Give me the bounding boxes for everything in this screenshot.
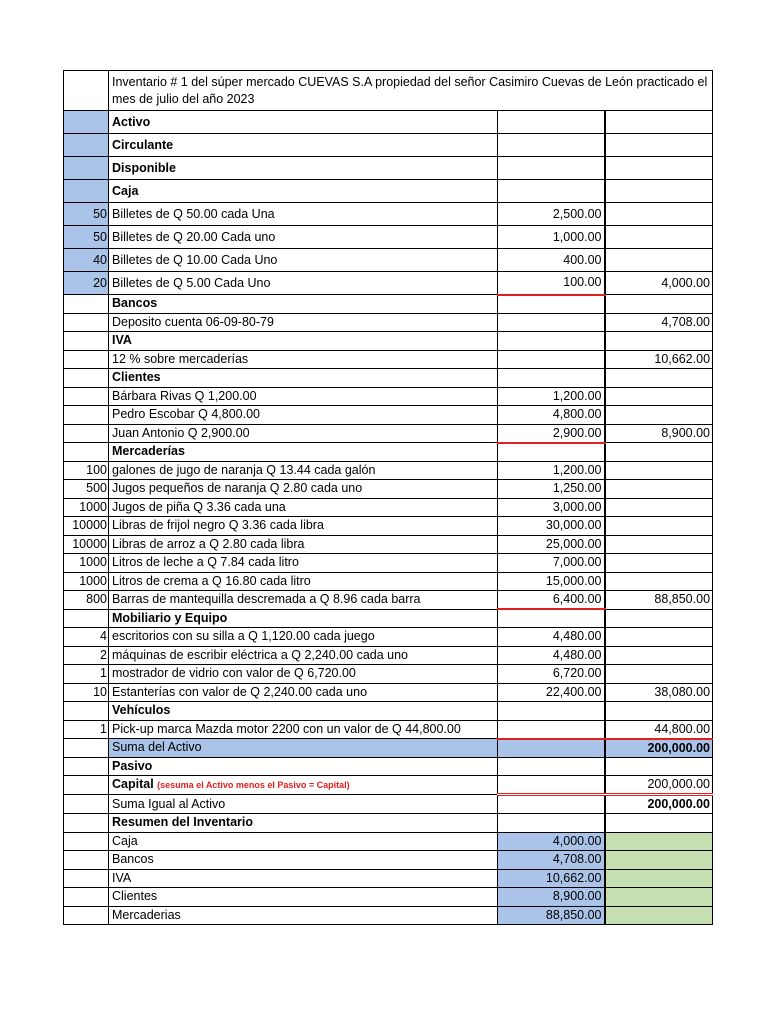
description-cell[interactable] <box>109 554 498 573</box>
total-amount-cell[interactable] <box>605 180 713 203</box>
total-amount-cell[interactable] <box>605 443 713 462</box>
description-cell[interactable] <box>109 535 498 554</box>
total-amount-cell[interactable]: 200,000.00 <box>605 795 713 814</box>
sheet-title: Inventario # 1 del súper mercado CUEVAS S.A propiedad del señor Casimiro Cuevas de León practicado el mes de julio del año 2023 <box>109 71 713 111</box>
total-amount-cell[interactable] <box>605 814 713 833</box>
description-text: Disponible <box>112 160 176 175</box>
description-cell[interactable] <box>109 134 498 157</box>
detail-amount-cell[interactable] <box>498 111 605 134</box>
total-amount-cell[interactable]: 10,662.00 <box>605 350 713 369</box>
description-text: Jugos pequeños de naranja Q 2.80 cada uno <box>112 481 363 496</box>
table-row <box>64 702 713 721</box>
total-amount-cell[interactable] <box>605 888 713 907</box>
detail-amount-cell[interactable] <box>498 702 605 721</box>
total-amount-cell[interactable] <box>605 609 713 628</box>
description-text: IVA <box>112 333 132 348</box>
description-cell[interactable] <box>109 572 498 591</box>
table-row <box>64 683 713 702</box>
description-text: Billetes de Q 5.00 Cada Uno <box>112 275 271 290</box>
description-text: Suma Igual al Activo <box>112 796 226 811</box>
total-amount-cell[interactable] <box>605 480 713 499</box>
description-cell[interactable] <box>109 443 498 462</box>
detail-amount-cell[interactable]: 4,800.00 <box>498 406 605 425</box>
total-amount-cell[interactable] <box>605 498 713 517</box>
table-row <box>64 814 713 833</box>
detail-amount-cell[interactable] <box>498 180 605 203</box>
description-cell[interactable] <box>109 424 498 443</box>
detail-amount-cell[interactable] <box>498 443 605 462</box>
total-amount-cell[interactable]: 200,000.00 <box>605 739 713 758</box>
description-text: galones de jugo de naranja Q 13.44 cada galón <box>112 462 376 477</box>
description-cell[interactable] <box>109 387 498 406</box>
description-cell[interactable] <box>109 480 498 499</box>
description-cell[interactable] <box>109 332 498 351</box>
description-text: Capital <box>112 777 154 791</box>
description-cell[interactable] <box>109 814 498 833</box>
description-cell[interactable] <box>109 869 498 888</box>
table-row <box>64 517 713 536</box>
total-amount-cell[interactable] <box>605 851 713 870</box>
title-qty-cell <box>64 71 109 111</box>
detail-amount-cell[interactable]: 1,000.00 <box>498 226 605 249</box>
table-row <box>64 776 713 795</box>
detail-amount-cell[interactable]: 25,000.00 <box>498 535 605 554</box>
description-text: escritorios con su silla a Q 1,120.00 cada juego <box>112 629 375 644</box>
total-amount-cell[interactable] <box>605 203 713 226</box>
description-cell[interactable] <box>109 350 498 369</box>
quantity-cell[interactable] <box>64 387 109 406</box>
quantity-cell[interactable]: 500 <box>64 480 109 499</box>
table-row <box>64 424 713 443</box>
quantity-cell[interactable] <box>64 406 109 425</box>
description-cell[interactable] <box>109 720 498 739</box>
sheet-body <box>64 71 713 925</box>
description-text: Billetes de Q 20.00 Cada uno <box>112 229 276 244</box>
detail-amount-cell[interactable]: 100.00 <box>498 272 605 295</box>
description-cell[interactable] <box>109 906 498 925</box>
description-text: Bancos <box>112 296 158 311</box>
description-text: Resumen del Inventario <box>112 815 254 830</box>
quantity-cell[interactable]: 1000 <box>64 498 109 517</box>
quantity-cell[interactable] <box>64 814 109 833</box>
quantity-cell[interactable] <box>64 832 109 851</box>
total-amount-cell[interactable] <box>605 869 713 888</box>
description-cell[interactable] <box>109 795 498 814</box>
table-row <box>64 111 713 134</box>
description-cell[interactable] <box>109 498 498 517</box>
quantity-cell[interactable] <box>64 906 109 925</box>
detail-amount-cell[interactable]: 30,000.00 <box>498 517 605 536</box>
table-row <box>64 591 713 610</box>
detail-amount-cell[interactable]: 6,400.00 <box>498 591 605 610</box>
description-cell[interactable] <box>109 757 498 776</box>
table-row <box>64 665 713 684</box>
total-amount-cell[interactable] <box>605 535 713 554</box>
description-text: Estanterías con valor de Q 2,240.00 cada uno <box>112 684 368 699</box>
table-row <box>64 832 713 851</box>
quantity-cell[interactable]: 10000 <box>64 517 109 536</box>
detail-amount-cell[interactable] <box>498 157 605 180</box>
total-amount-cell[interactable] <box>605 757 713 776</box>
quantity-cell[interactable] <box>64 424 109 443</box>
quantity-cell[interactable]: 10 <box>64 683 109 702</box>
quantity-cell[interactable] <box>64 443 109 462</box>
table-row <box>64 134 713 157</box>
table-row <box>64 157 713 180</box>
description-text: Billetes de Q 10.00 Cada Uno <box>112 252 278 267</box>
description-text: Mercaderías <box>112 444 185 459</box>
description-cell[interactable] <box>109 369 498 388</box>
quantity-cell[interactable] <box>64 180 109 203</box>
quantity-cell[interactable] <box>64 295 109 314</box>
description-text: Suma del Activo <box>112 740 202 755</box>
table-row <box>64 332 713 351</box>
description-text: Libras de frijol negro Q 3.36 cada libra <box>112 518 324 533</box>
description-cell[interactable] <box>109 517 498 536</box>
detail-amount-cell[interactable]: 4,000.00 <box>498 832 605 851</box>
description-cell[interactable] <box>109 249 498 272</box>
description-text: Juan Antonio Q 2,900.00 <box>112 425 250 440</box>
quantity-cell[interactable]: 1 <box>64 665 109 684</box>
description-cell[interactable] <box>109 111 498 134</box>
total-amount-cell[interactable] <box>605 369 713 388</box>
description-text: máquinas de escribir eléctrica a Q 2,240.00 cada uno <box>112 647 409 662</box>
description-text: 12 % sobre mercaderías <box>112 351 249 366</box>
description-cell[interactable] <box>109 683 498 702</box>
detail-amount-cell[interactable] <box>498 720 605 739</box>
description-text: Deposito cuenta 06-09-80-79 <box>112 314 274 329</box>
total-amount-cell[interactable] <box>605 157 713 180</box>
title-row <box>64 71 713 111</box>
description-text: Clientes <box>112 370 161 385</box>
table-row <box>64 906 713 925</box>
quantity-cell[interactable]: 1 <box>64 720 109 739</box>
table-row <box>64 295 713 314</box>
table-row <box>64 226 713 249</box>
description-text: Libras de arroz a Q 2.80 cada libra <box>112 536 305 551</box>
table-row <box>64 646 713 665</box>
capital-note: (sesuma el Activo menos el Pasivo = Capital) <box>157 780 350 790</box>
total-amount-cell[interactable] <box>605 134 713 157</box>
total-amount-cell[interactable]: 4,000.00 <box>605 272 713 295</box>
description-cell[interactable] <box>109 406 498 425</box>
table-row <box>64 387 713 406</box>
table-row <box>64 480 713 499</box>
description-text: Billetes de Q 50.00 cada Una <box>112 206 275 221</box>
total-amount-cell[interactable] <box>605 295 713 314</box>
detail-amount-cell[interactable]: 2,900.00 <box>498 424 605 443</box>
quantity-cell[interactable] <box>64 702 109 721</box>
description-text: Pick-up marca Mazda motor 2200 con un valor de Q 44,800.00 <box>112 721 461 736</box>
table-row <box>64 888 713 907</box>
total-amount-cell[interactable] <box>605 665 713 684</box>
total-amount-cell[interactable]: 38,080.00 <box>605 683 713 702</box>
detail-amount-cell[interactable]: 2,500.00 <box>498 203 605 226</box>
description-text: Mobiliario y Equipo <box>112 610 228 625</box>
quantity-cell[interactable] <box>64 851 109 870</box>
total-amount-cell[interactable] <box>605 406 713 425</box>
table-row <box>64 609 713 628</box>
total-amount-cell[interactable] <box>605 249 713 272</box>
detail-amount-cell[interactable] <box>498 795 605 814</box>
description-text: Litros de leche a Q 7.84 cada litro <box>112 555 299 570</box>
detail-amount-cell[interactable] <box>498 609 605 628</box>
description-cell[interactable] <box>109 226 498 249</box>
table-row <box>64 313 713 332</box>
detail-amount-cell[interactable]: 4,708.00 <box>498 851 605 870</box>
quantity-cell[interactable] <box>64 757 109 776</box>
description-cell[interactable] <box>109 203 498 226</box>
description-cell[interactable] <box>109 832 498 851</box>
total-amount-cell[interactable] <box>605 517 713 536</box>
quantity-cell[interactable]: 50 <box>64 203 109 226</box>
description-text: Pasivo <box>112 758 153 773</box>
quantity-cell[interactable] <box>64 313 109 332</box>
description-cell[interactable] <box>109 851 498 870</box>
table-row <box>64 628 713 647</box>
detail-amount-cell[interactable]: 7,000.00 <box>498 554 605 573</box>
quantity-cell[interactable] <box>64 332 109 351</box>
detail-amount-cell[interactable] <box>498 134 605 157</box>
description-cell[interactable] <box>109 776 498 795</box>
table-row <box>64 572 713 591</box>
detail-amount-cell[interactable]: 1,250.00 <box>498 480 605 499</box>
description-text: Vehículos <box>112 703 171 718</box>
detail-amount-cell[interactable]: 3,000.00 <box>498 498 605 517</box>
detail-amount-cell[interactable]: 8,900.00 <box>498 888 605 907</box>
description-cell[interactable] <box>109 888 498 907</box>
detail-amount-cell[interactable] <box>498 313 605 332</box>
description-cell[interactable] <box>109 313 498 332</box>
quantity-cell[interactable]: 20 <box>64 272 109 295</box>
detail-amount-cell[interactable] <box>498 350 605 369</box>
total-amount-cell[interactable] <box>605 387 713 406</box>
detail-amount-cell[interactable] <box>498 295 605 314</box>
table-row <box>64 249 713 272</box>
description-cell[interactable] <box>109 591 498 610</box>
quantity-cell[interactable] <box>64 776 109 795</box>
total-amount-cell[interactable] <box>605 461 713 480</box>
table-row <box>64 795 713 814</box>
description-cell[interactable] <box>109 272 498 295</box>
description-text: Jugos de piña Q 3.36 cada una <box>112 499 286 514</box>
table-row <box>64 869 713 888</box>
table-row <box>64 739 713 758</box>
quantity-cell[interactable] <box>64 869 109 888</box>
description-text: Barras de mantequilla descremada a Q 8.96 cada barra <box>112 592 421 607</box>
total-amount-cell[interactable]: 200,000.00 <box>605 776 713 795</box>
quantity-cell[interactable] <box>64 795 109 814</box>
table-row <box>64 498 713 517</box>
description-cell[interactable] <box>109 665 498 684</box>
description-cell[interactable] <box>109 609 498 628</box>
quantity-cell[interactable]: 1000 <box>64 572 109 591</box>
total-amount-cell[interactable] <box>605 226 713 249</box>
quantity-cell[interactable] <box>64 157 109 180</box>
table-row <box>64 369 713 388</box>
quantity-cell[interactable]: 1000 <box>64 554 109 573</box>
table-row <box>64 443 713 462</box>
detail-amount-cell[interactable] <box>498 814 605 833</box>
description-cell[interactable] <box>109 157 498 180</box>
detail-amount-cell[interactable] <box>498 776 605 795</box>
description-cell[interactable] <box>109 628 498 647</box>
table-row <box>64 535 713 554</box>
total-amount-cell[interactable]: 88,850.00 <box>605 591 713 610</box>
description-text: Caja <box>112 833 138 848</box>
quantity-cell[interactable] <box>64 111 109 134</box>
table-row <box>64 350 713 369</box>
table-row <box>64 851 713 870</box>
detail-amount-cell[interactable]: 15,000.00 <box>498 572 605 591</box>
table-row <box>64 554 713 573</box>
detail-amount-cell[interactable]: 400.00 <box>498 249 605 272</box>
total-amount-cell[interactable] <box>605 646 713 665</box>
description-cell[interactable] <box>109 739 498 758</box>
quantity-cell[interactable] <box>64 888 109 907</box>
detail-amount-cell[interactable]: 4,480.00 <box>498 628 605 647</box>
detail-amount-cell[interactable] <box>498 369 605 388</box>
detail-amount-cell[interactable] <box>498 332 605 351</box>
quantity-cell[interactable]: 10000 <box>64 535 109 554</box>
description-cell[interactable] <box>109 461 498 480</box>
quantity-cell[interactable] <box>64 350 109 369</box>
quantity-cell[interactable] <box>64 134 109 157</box>
quantity-cell[interactable]: 50 <box>64 226 109 249</box>
total-amount-cell[interactable] <box>605 832 713 851</box>
description-text: mostrador de vidrio con valor de Q 6,720.00 <box>112 666 356 681</box>
total-amount-cell[interactable]: 4,708.00 <box>605 313 713 332</box>
description-text: IVA <box>112 870 132 885</box>
quantity-cell[interactable]: 800 <box>64 591 109 610</box>
total-amount-cell[interactable] <box>605 554 713 573</box>
table-row <box>64 406 713 425</box>
quantity-cell[interactable]: 4 <box>64 628 109 647</box>
total-amount-cell[interactable] <box>605 702 713 721</box>
total-amount-cell[interactable]: 8,900.00 <box>605 424 713 443</box>
detail-amount-cell[interactable]: 6,720.00 <box>498 665 605 684</box>
quantity-cell[interactable]: 40 <box>64 249 109 272</box>
description-text: Pedro Escobar Q 4,800.00 <box>112 407 261 422</box>
description-cell[interactable] <box>109 646 498 665</box>
description-text: Litros de crema a Q 16.80 cada litro <box>112 573 311 588</box>
total-amount-cell[interactable] <box>605 628 713 647</box>
description-cell[interactable] <box>109 180 498 203</box>
inventory-sheet <box>63 70 713 925</box>
total-amount-cell[interactable]: 44,800.00 <box>605 720 713 739</box>
detail-amount-cell[interactable]: 22,400.00 <box>498 683 605 702</box>
description-text: Mercaderias <box>112 907 181 922</box>
detail-amount-cell[interactable] <box>498 757 605 776</box>
quantity-cell[interactable] <box>64 609 109 628</box>
description-text: Bancos <box>112 852 154 867</box>
total-amount-cell[interactable] <box>605 111 713 134</box>
description-cell[interactable] <box>109 295 498 314</box>
description-text: Activo <box>112 114 151 129</box>
detail-amount-cell[interactable]: 1,200.00 <box>498 387 605 406</box>
total-amount-cell[interactable] <box>605 332 713 351</box>
quantity-cell[interactable] <box>64 739 109 758</box>
detail-amount-cell[interactable] <box>498 739 605 758</box>
table-row <box>64 180 713 203</box>
table-row <box>64 203 713 226</box>
quantity-cell[interactable]: 2 <box>64 646 109 665</box>
table-row <box>64 757 713 776</box>
description-text: Bárbara Rivas Q 1,200.00 <box>112 388 257 403</box>
detail-amount-cell[interactable]: 4,480.00 <box>498 646 605 665</box>
total-amount-cell[interactable] <box>605 906 713 925</box>
table-row <box>64 272 713 295</box>
quantity-cell[interactable] <box>64 369 109 388</box>
table-row <box>64 461 713 480</box>
detail-amount-cell[interactable]: 1,200.00 <box>498 461 605 480</box>
table-row <box>64 720 713 739</box>
total-amount-cell[interactable] <box>605 572 713 591</box>
description-text: Clientes <box>112 889 158 904</box>
description-text: Circulante <box>112 137 174 152</box>
description-cell[interactable] <box>109 702 498 721</box>
description-text: Caja <box>112 183 139 198</box>
detail-amount-cell[interactable]: 10,662.00 <box>498 869 605 888</box>
quantity-cell[interactable]: 100 <box>64 461 109 480</box>
detail-amount-cell[interactable]: 88,850.00 <box>498 906 605 925</box>
